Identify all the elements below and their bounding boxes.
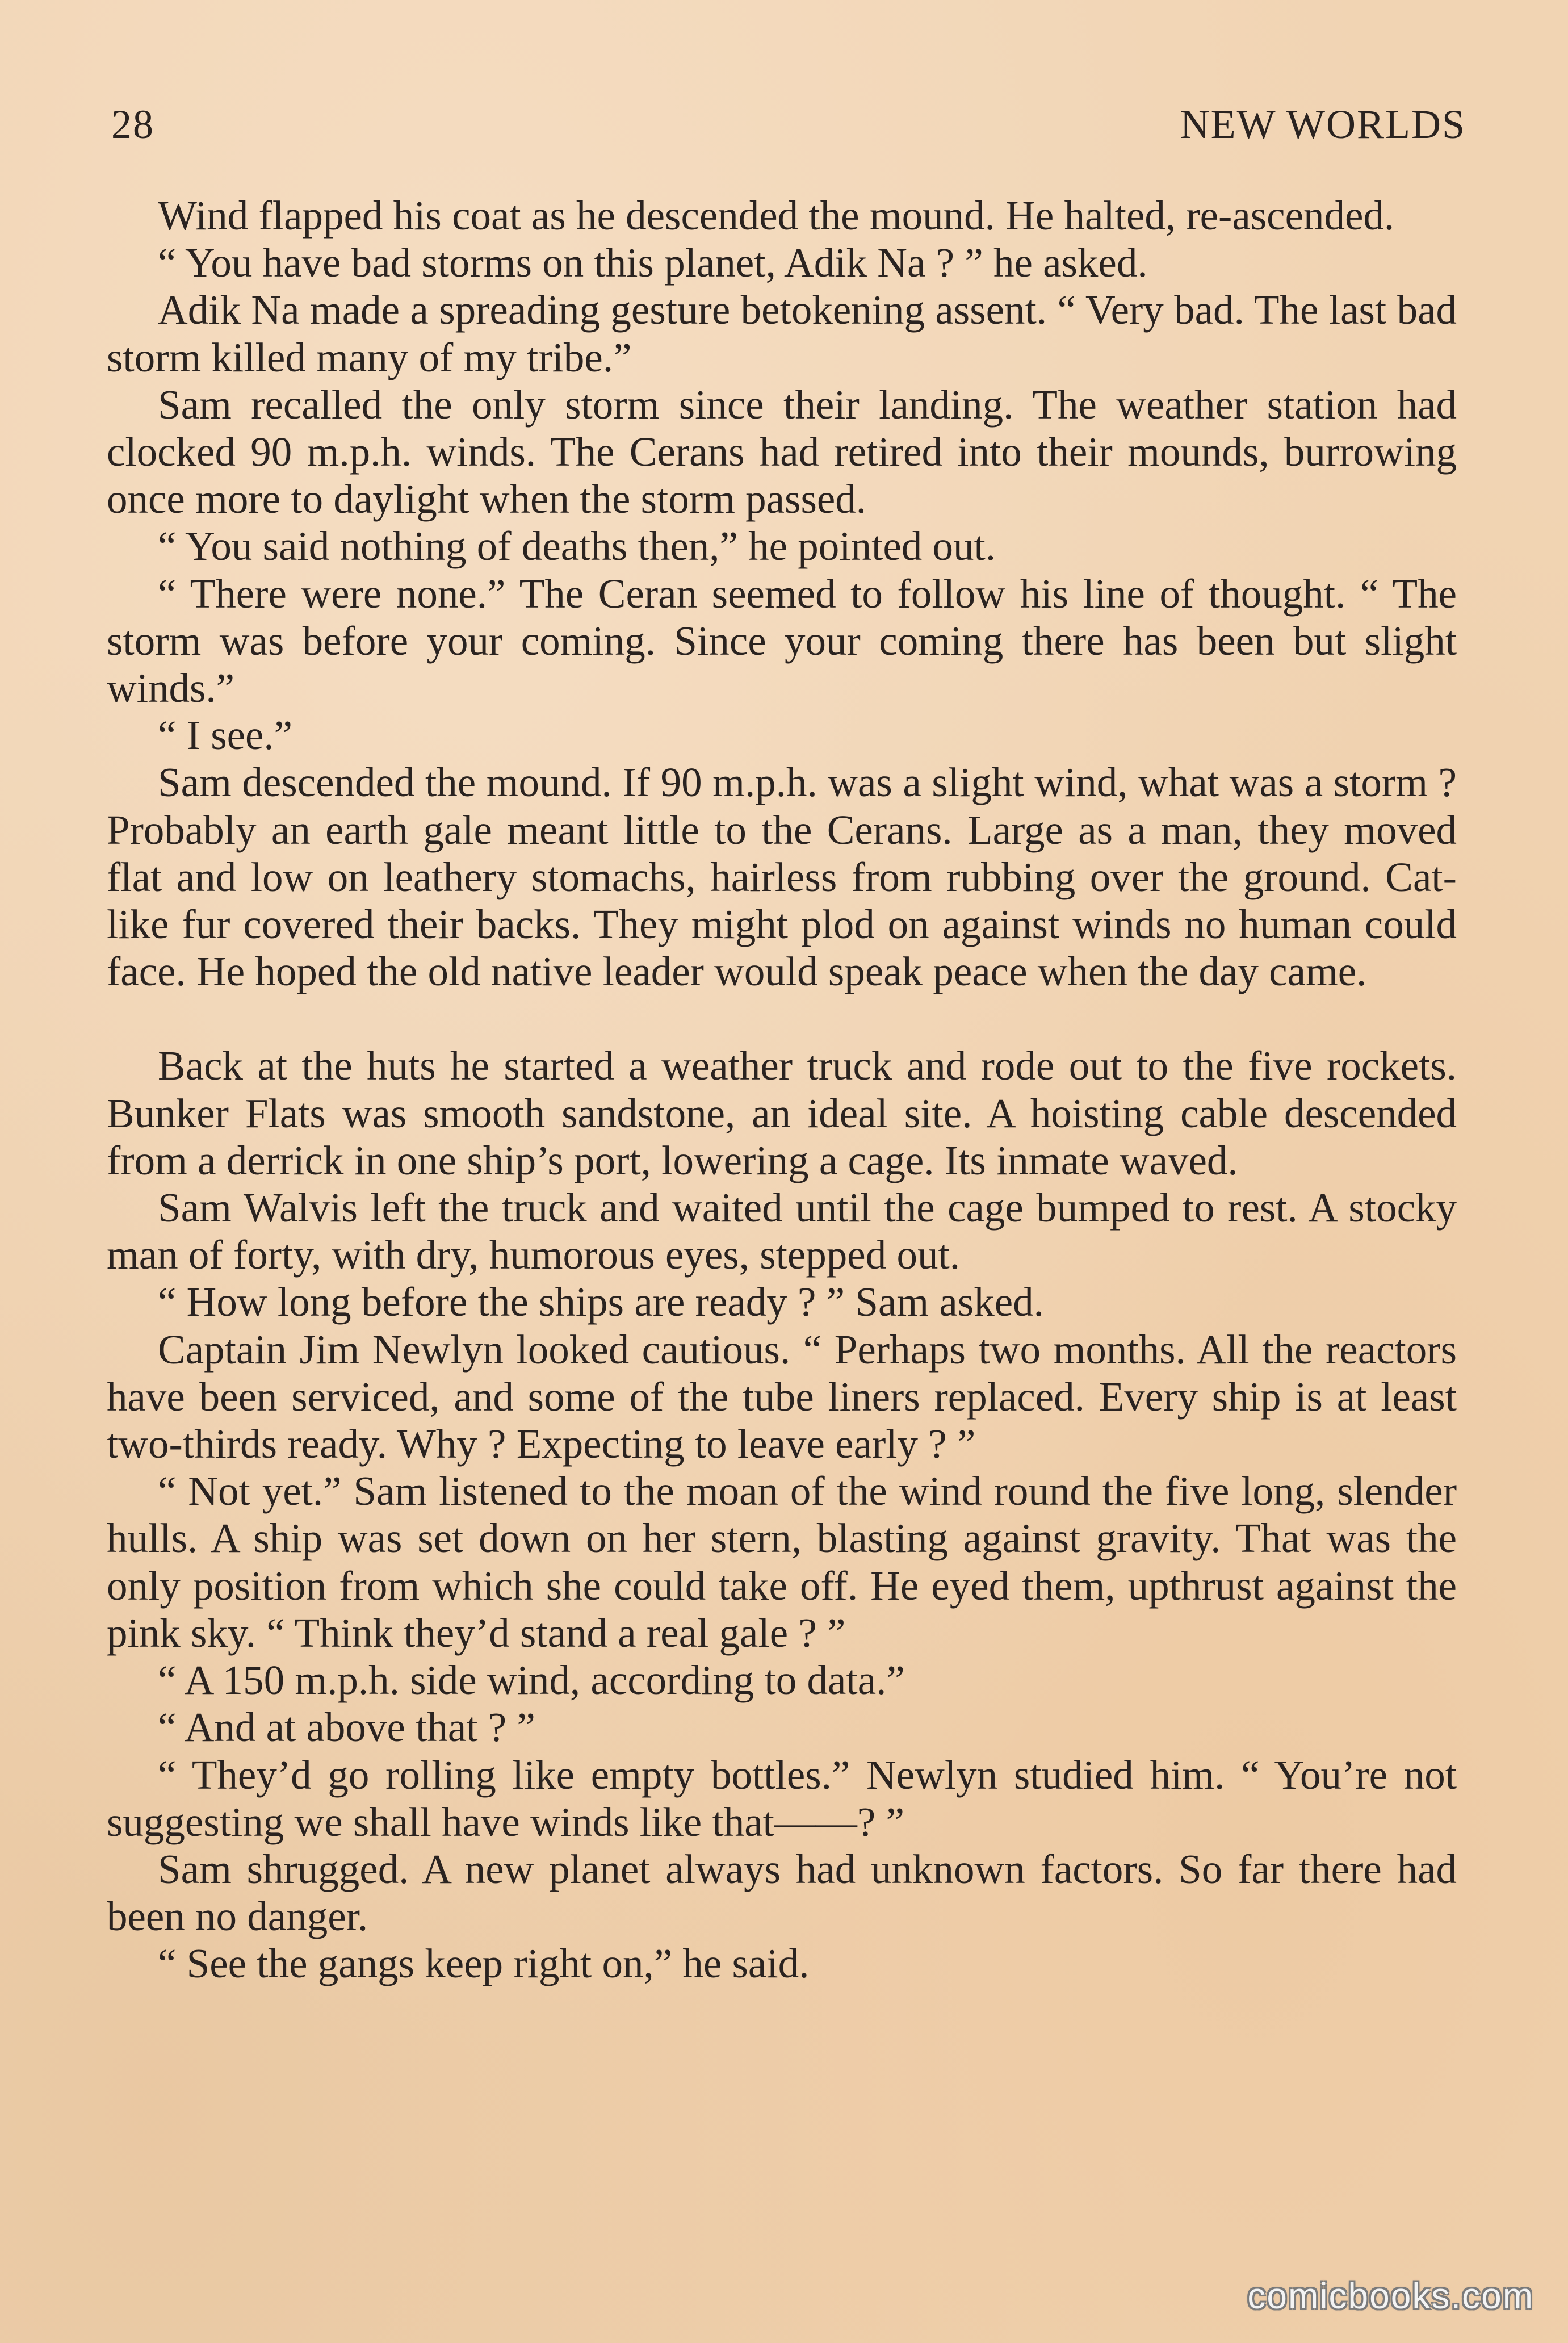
running-title: NEW WORLDS bbox=[1180, 102, 1466, 147]
paragraph: “ There were none.” The Ceran seemed to follow his line of thought. “ The storm was before your coming. Since your coming there has been but slight winds.” bbox=[107, 570, 1457, 712]
body-text bbox=[107, 192, 1457, 1988]
paragraph: “ How long before the ships are ready ? ” Sam asked. bbox=[158, 1279, 1044, 1325]
watermark: comicbooks.com bbox=[1247, 2275, 1534, 2316]
paragraph: Wind flapped his coat as he descended the mound. He halted, re-ascended. bbox=[158, 193, 1395, 239]
page-header bbox=[111, 101, 1466, 158]
paragraph: Adik Na made a spreading gesture betokening assent. “ Very bad. The last bad storm killed many of my tribe.” bbox=[107, 287, 1457, 380]
paragraph: “ You said nothing of deaths then,” he pointed out. bbox=[158, 523, 996, 570]
paragraph: “ Not yet.” Sam listened to the moan of the wind round the five long, slender hulls. A ship was set down on her stern, blasting against gravity. That was the only position from which she could take off. He eyed them, upthrust against the pink sky. “ Think they’d stand a real gale ? ” bbox=[107, 1468, 1457, 1656]
paragraph: Back at the huts he started a weather truck and rode out to the five rockets. Bunker Flats was smooth sandstone, an ideal site. A hoisting cable descended from a derrick in one ship’s port, lowering a cage. Its inmate waved. bbox=[107, 1043, 1457, 1183]
section-break bbox=[107, 995, 1457, 1042]
paragraph: “ And at above that ? ” bbox=[158, 1704, 535, 1751]
paragraph: Sam Walvis left the truck and waited until the cage bumped to rest. A stocky man of forty, with dry, humorous eyes, stepped out. bbox=[107, 1185, 1457, 1278]
paragraph: “ See the gangs keep right on,” he said. bbox=[158, 1940, 810, 1987]
page-number: 28 bbox=[111, 102, 154, 147]
paragraph: Captain Jim Newlyn looked cautious. “ Perhaps two months. All the reactors have been serviced, and some of the tube liners replaced. Every ship is at least two-thirds ready. Why ? Expecting to leave early ? ” bbox=[107, 1326, 1457, 1467]
paragraph: “ I see.” bbox=[158, 712, 293, 759]
paragraph: Sam shrugged. A new planet always had unknown factors. So far there had been no danger. bbox=[107, 1846, 1457, 1940]
paragraph: Sam recalled the only storm since their landing. The weather station had clocked 90 m.p.h. winds. The Cerans had retired into their mounds, burrowing once more to daylight when the storm passed. bbox=[107, 381, 1457, 522]
paragraph: “ You have bad storms on this planet, Adik Na ? ” he asked. bbox=[158, 240, 1148, 286]
paragraph: Sam descended the mound. If 90 m.p.h. was a slight wind, what was a storm ? Probably an earth gale meant little to the Cerans. Large as a man, they moved flat and low on leathery stomachs, hairless from rubbing over the ground. Cat-like fur covered their backs. They might plod on against winds no human could face. He hoped the old native leader would speak peace when the day came. bbox=[107, 759, 1457, 995]
paragraph: “ A 150 m.p.h. side wind, according to data.” bbox=[158, 1657, 905, 1704]
paragraph: “ They’d go rolling like empty bottles.” Newlyn studied him. “ You’re not suggesting we shall have winds like that——? ” bbox=[107, 1751, 1457, 1845]
